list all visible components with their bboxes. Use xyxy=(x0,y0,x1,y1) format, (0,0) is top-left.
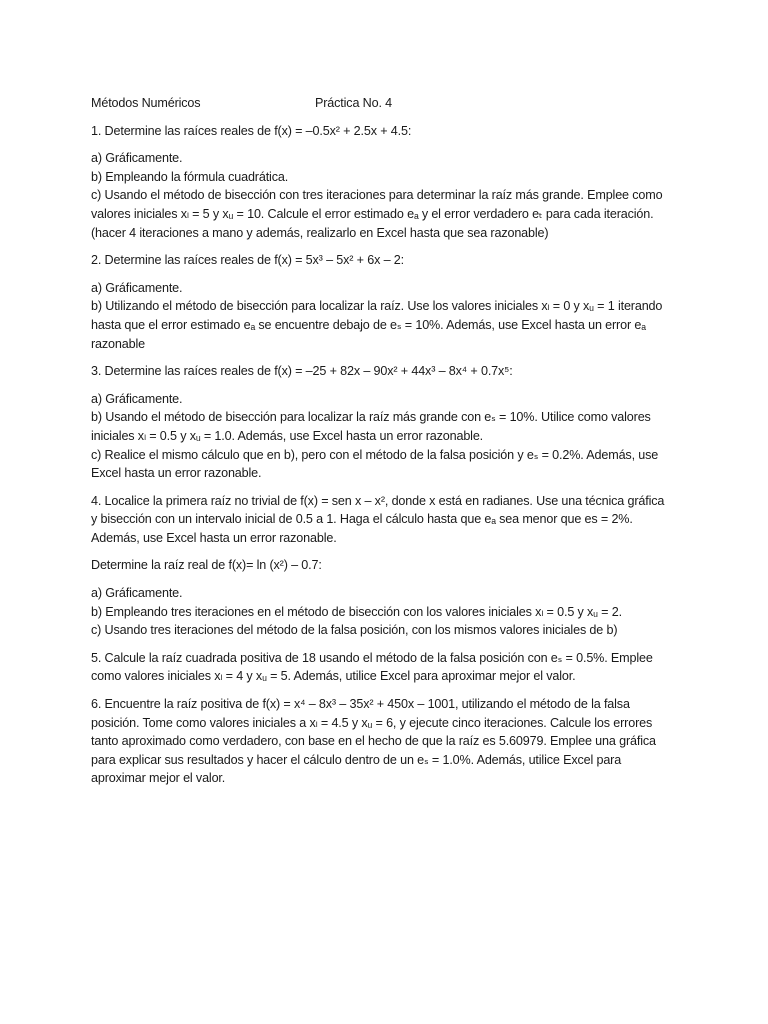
problem-item: razonable xyxy=(91,336,145,351)
problem-statement: 2. Determine las raíces reales de f(x) = 5x³ – 5x² + 6x – 2: xyxy=(91,253,404,268)
problem-4 xyxy=(91,492,691,548)
problem-6 xyxy=(91,695,691,788)
problem-item: iniciales xₗ = 0.5 y xᵤ = 1.0. Además, use Excel hasta un error razonable. xyxy=(91,428,484,443)
problem-item: 6. Encuentre la raíz positiva de f(x) = x⁴ – 8x³ – 35x² + 450x – 1001, utilizando el método de la falsa xyxy=(91,697,630,712)
problem-item: b) Utilizando el método de bisección para localizar la raíz. Use los valores iniciales xₗ = 0 y xᵤ = 1 iterando xyxy=(91,299,663,314)
problem-item: posición. Tome como valores iniciales a xₗ = 4.5 y xᵤ = 6, y ejecute cinco iteraciones. Calcule los errores xyxy=(91,715,653,730)
problem-3-items xyxy=(91,390,691,483)
problem-item: a) Gráficamente. xyxy=(91,151,183,166)
problem-ln-statement xyxy=(91,556,691,575)
problem-item: hasta que el error estimado eₐ se encuentre debajo de eₛ = 10%. Además, use Excel hasta un error eₐ xyxy=(91,317,646,332)
problem-item: para explicar sus resultados y hacer el cálculo dentro de un eₛ = 1.0%. Además, utilice Excel para xyxy=(91,752,622,767)
problem-item: y bisección con un intervalo inicial de 0.5 a 1. Haga el cálculo hasta que eₐ sea menor que es = 2%. xyxy=(91,512,633,527)
problem-item: (hacer 4 iteraciones a mano y además, realizarlo en Excel hasta que sea razonable) xyxy=(91,225,549,240)
document-header xyxy=(91,94,691,113)
problem-statement: Determine la raíz real de f(x)= ln (x²) – 0.7: xyxy=(91,558,322,573)
problem-3-statement xyxy=(91,362,691,381)
problem-ln-items xyxy=(91,584,691,640)
problem-item: a) Gráficamente. xyxy=(91,586,183,601)
problem-item: c) Usando el método de bisección con tres iteraciones para determinar la raíz más grande. Emplee como xyxy=(91,188,663,203)
problem-item: b) Empleando tres iteraciones en el método de bisección con los valores iniciales xₗ = 0.5 y xᵤ = 2. xyxy=(91,604,622,619)
problem-item: b) Usando el método de bisección para localizar la raíz más grande con eₛ = 10%. Utilice como valores xyxy=(91,410,651,425)
problem-item: 4. Localice la primera raíz no trivial de f(x) = sen x – x², donde x está en radianes. Use una técnica gráfica xyxy=(91,493,665,508)
document-page xyxy=(91,94,691,797)
problem-item: a) Gráficamente. xyxy=(91,391,183,406)
course-title: Métodos Numéricos xyxy=(91,96,201,110)
practice-title: Práctica No. 4 xyxy=(315,96,392,110)
problem-item: c) Realice el mismo cálculo que en b), pero con el método de la falsa posición y eₛ = 0.2%. Además, use xyxy=(91,447,659,462)
problem-item: a) Gráficamente. xyxy=(91,280,183,295)
problem-statement: 3. Determine las raíces reales de f(x) = –25 + 82x – 90x² + 44x³ – 8x⁴ + 0.7x⁵: xyxy=(91,364,513,379)
problem-2-statement xyxy=(91,251,691,270)
problem-5 xyxy=(91,649,691,686)
problem-item: Además, use Excel hasta un error razonable. xyxy=(91,530,337,545)
problem-2-items xyxy=(91,279,691,353)
problem-item: b) Empleando la fórmula cuadrática. xyxy=(91,169,289,184)
problem-statement: 1. Determine las raíces reales de f(x) = –0.5x² + 2.5x + 4.5: xyxy=(91,123,412,138)
problem-item: como valores iniciales xₗ = 4 y xᵤ = 5. Además, utilice Excel para aproximar mejor el valor. xyxy=(91,669,576,684)
problem-item: aproximar mejor el valor. xyxy=(91,771,226,786)
problem-1-statement xyxy=(91,122,691,141)
problem-item: tanto aproximado como verdadero, con base en el hecho de que la raíz es 5.60979. Emplee una gráfica xyxy=(91,734,656,749)
problem-item: Excel hasta un error razonable. xyxy=(91,466,262,481)
problem-item: 5. Calcule la raíz cuadrada positiva de 18 usando el método de la falsa posición con eₛ = 0.5%. Emplee xyxy=(91,650,653,665)
problem-item: c) Usando tres iteraciones del método de la falsa posición, con los mismos valores iniciales de b) xyxy=(91,623,618,638)
problem-item: valores iniciales xₗ = 5 y xᵤ = 10. Calcule el error estimado eₐ y el error verdadero eₜ para cada iteración. xyxy=(91,206,654,221)
problem-1-items xyxy=(91,149,691,242)
